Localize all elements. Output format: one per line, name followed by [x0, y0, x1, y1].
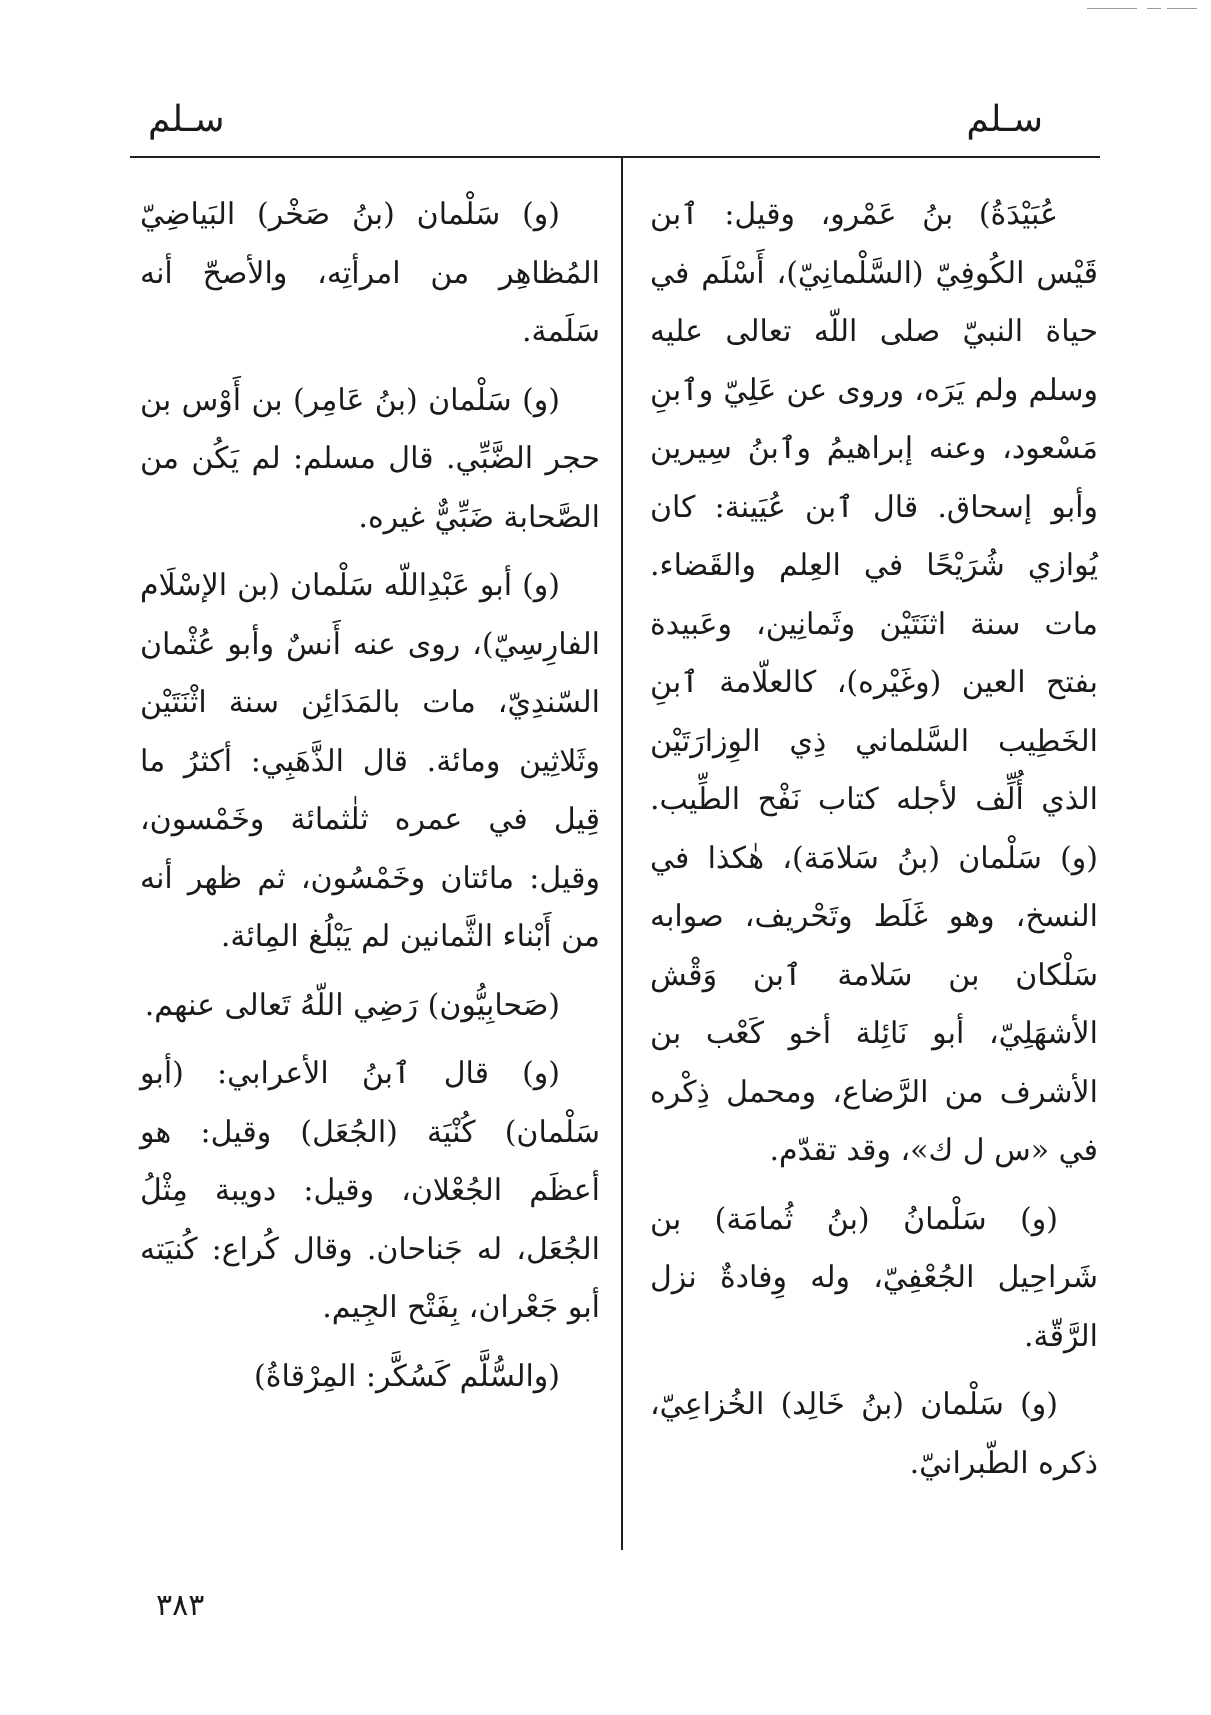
entry-paragraph: (صَحابِيُّون) رَضِي اللّهُ تَعالى عنهم. [144, 987, 560, 1023]
corner-scan-marks [1087, 8, 1197, 12]
header-rule [130, 156, 1100, 158]
entry-paragraph: (و) سَلْمان (بنُ خَالِد) الخُزاعِيّ، ذكره الطّبرانيّ. [650, 1387, 1098, 1481]
entry-paragraph: عُبَيْدَةُ) بنُ عَمْرو، وقيل: ٱبن قَيْس الكُوفِيّ (السَّلْمانِيّ)، أَسْلَم في حياة النبيّ صلى اللّه تعالى عليه وسلم ولم يَرَه، وروى عن عَلِيّ وٱبنِ مَسْعود، وعنه إبراهيمُ وٱبنُ سِيرين وأبو إسحاق. قال ٱبن عُيَينة: كان يُوازي شُرَيْحًا في العِلم والقَضاء. مات سنة اثنَتَيْن وثَمانِين، وعَبيدة بفتح العين (وغَيْره)، كالعلّامة ٱبنِ الخَطِيب السَّلماني ذِي الوِزارَتَيْن الذي أُلِّف لأجله كتاب نَفْح الطِّيب. (و) سَلْمان (بنُ سَلامَة)، هٰكذا في النسخ، وهو غَلَط وتَحْريف، صوابه سَلْكان بن سَلامة ٱبن وَقْش الأشهَلِيّ، أبو نَائِلة أخو كَعْب بن الأشرف من الرَّضاع، ومحمل ذِكْره في «س ل ك»، وقد تقدّم. [650, 197, 1098, 1168]
running-head-left: سـلم [148, 99, 225, 140]
page-number: ٣٨٣ [156, 1588, 205, 1623]
entry-paragraph: (والسُّلَّم كَسُكَّر: المِرْقاةُ) [254, 1358, 560, 1394]
entry-paragraph: (و) قال ٱبنُ الأعرابي: (أبو سَلْمان) كُنْيَة (الجُعَل) وقيل: هو أعظَم الجُعْلان، وقيل: دويبة مِثْلُ الجُعَل، له جَناحان. وقال كُراع: كُنيَته أبو جَعْران، بِفَتْح الجِيم. [140, 1056, 600, 1325]
running-head-right: سـلم [966, 99, 1043, 140]
entry-paragraph: (و) أبو عَبْدِاللّه سَلْمان (بن الإسْلَام الفارِسِيّ)، روى عنه أَنسٌ وأبو عُثْمان السّندِيّ، مات بالمَدَائِن سنة اثْنَتَيْن وثَلاثِين ومائة. قال الذَّهَبِي: أكثرُ ما قِيل في عمره ثلٰثمائة وخَمْسون، وقيل: مائتان وخَمْسُون، ثم ظهر أنه من أَبْناء الثَّمانين لم يَبْلُغ المِائة. [140, 568, 600, 954]
entry-paragraph: (و) سَلْمان (بنُ صَخْر) البَياضِيّ المُظاهِر من امرأتِه، والأصحّ أنه سَلَمة. [140, 197, 600, 349]
entry-paragraph: (و) سَلْمانُ (بنُ ثُمامَة) بن شَراحِيل الجُعْفِيّ، وله وِفادةٌ نزل الرَّقّة. [650, 1201, 1098, 1354]
left-column [140, 186, 600, 1416]
entry-paragraph: (و) سَلْمان (بنُ عَامِر) بن أَوْس بن حجر الضَّبِّي. قال مسلم: لم يَكُن من الصَّحابة ضَبِّيٌّ غيره. [140, 382, 600, 535]
right-column [650, 186, 1098, 1503]
column-divider [621, 158, 623, 1550]
